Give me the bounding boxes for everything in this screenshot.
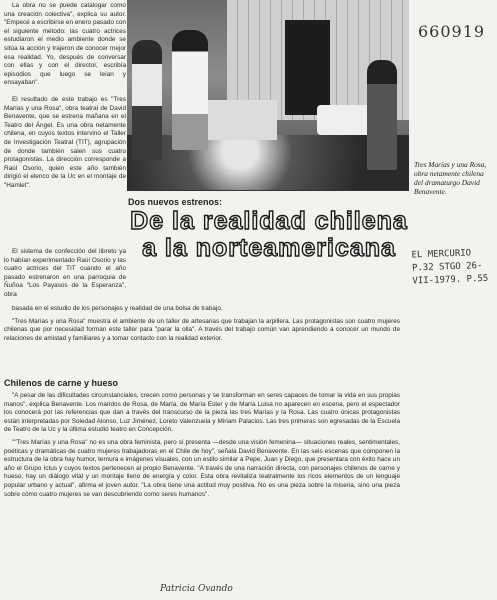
article-body-bottom [4,392,400,503]
section-subhead: Chilenos de carne y hueso [4,378,119,388]
article-column-method [4,248,126,300]
photo-caption: Tres Marías y una Rosa, obra netamente chilena del dramaturgo David Benavente. [414,160,487,196]
paragraph: "A pesar de las dificultades circunstanciales, crecen como personas y se transforman en seres capaces de tomar la vida en sus propias manos", explica Benavente. Los maridos de Rosa, de María, de María Ester y de María Luisa no aparecen en escena, pero el espectador los conocerá por las referencias que dan a través del transcurso de la pieza las tres Marías y la Rosa. Las cuatro únicas protagonistas están interpretadas por Soledad Alonso, Luz Jiménez, Loreto Valenzuela y Miriam Palacios. Las tres primeras son egresadas de la Escuela de Teatro de la Uc y la última estudió teatro en Concepción. [4,392,400,434]
paragraph: ""Tres Marías y una Rosa" no es una obra feminista, pero sí presenta —desde una visión femenina— situaciones reales, sentimentales, poéticas y dramáticas de cuatro mujeres trabajadoras en el Chile de hoy", señala David Benavente. En las seis escenas que componen la estructura de la obra hay humor, ternura e imágenes visuales, con un estilo similar a Pepe, Juan y Diego, que presentara con éxito hace un año el Grupo Ictus y cuyos textos pertenecen al propio Benavente. "A través de una narración directa, con personajes chilenos de carne y hueso, hay un diálogo vital y un montaje lleno de energía y color. Esta obra revitaliza teatralmente los ricos elementos de un lenguaje popular urbano y actual", afirma el joven autor. "La obra tiene una actitud muy positiva. No es una pieza sobre la miseria, sino una pieza sobre cómo cuatro mujeres se van descubriendo como seres humanos". [4,438,400,498]
archive-number: 660919 [418,22,486,41]
paragraph: "Tres Marías y una Rosa" muestra el ambiente de un taller de artesanas que trabajan la arpillera. Las protagonistas son cuatro mujeres chilenas que por necesidad forman este taller para "parar la olla". A través del trabajo común van aprendiendo a conocer un mundo de relaciones de amistad y familiares y a tomar contacto con la realidad exterior. [4,317,400,342]
paragraph: El resultado de este trabajo es "Tres Marías y una Rosa", obra teatral de David Benavente, que se estrena mañana en el Teatro del Ángel. Es una obra netamente chilena, en cuyos textos intervino el Taller de Investigación Teatral (TIT), agrupación de donde también salen sus cuatro protagonistas. La dirección corresponde a Raúl Osorio, quien este año también dirigió el elenco de la Uc en el montaje de "Hamlet". [4,95,126,189]
headline: De la realidad chilena a la norteamericana [130,207,408,262]
headline-kicker: Dos nuevos estrenos: [128,197,223,207]
article-photo [127,0,409,191]
article-body-top [4,305,400,347]
paragraph: El sistema de confección del libreto ya lo habían experimentado Raúl Osorio y las cuatro actrices del TIT cuando el año pasado estrenaron en una parroquia de Ñuñoa "Los Payasos de la Esperanza", obra [4,248,126,298]
paragraph: La obra no se puede catalogar como una creación colectiva", explica su autor. "Empecé a escribirse en enero pasado con el siguiente método: las cuatro actrices estudiaron el medio ambiente donde se sitúa la acción y trajeron de conocer mejor esa realidad. Yo, después de conversar con ellas y con el director, escribía episodios que luego se leían y ensayaban". [4,2,126,87]
source-annotation: EL MERCURIO P.32 STGO 26-VII-1979. P.55 [411,248,489,287]
paragraph: basada en el estudio de los personajes y realidad de una bolsa de trabajo. [12,305,223,312]
author-signature: Patricia Ovando [160,584,233,594]
article-column-intro [4,2,126,198]
